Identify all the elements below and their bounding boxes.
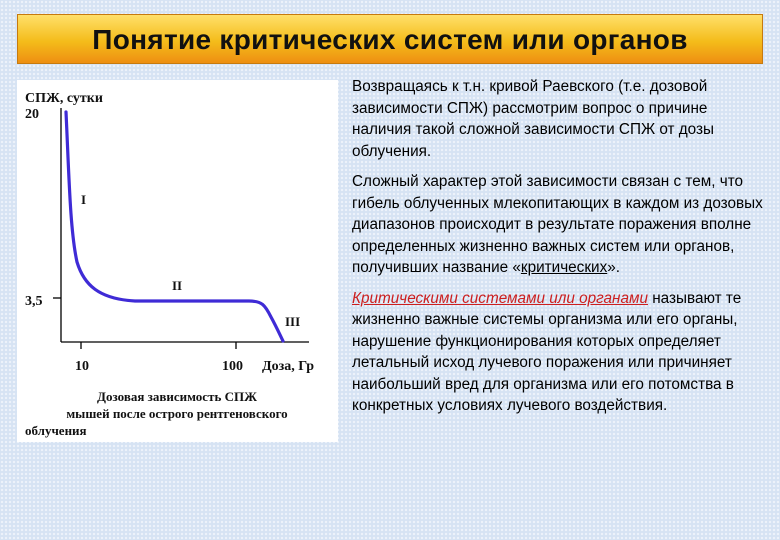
caption-line-1: Дозовая зависимость СПЖ <box>97 389 257 404</box>
x-tick-100: 100 <box>222 359 243 374</box>
y-tick-3-5: 3,5 <box>25 294 43 309</box>
y-axis-label: СПЖ, сутки <box>25 91 103 106</box>
region-label-1: I <box>81 192 87 207</box>
paragraph-3 <box>352 288 764 417</box>
region-label-3: III <box>285 314 301 329</box>
caption-line-3: облучения <box>25 423 87 438</box>
paragraph-2-end: ». <box>607 259 620 276</box>
definition-highlight: Критическими системами или органами <box>352 289 648 307</box>
x-tick-10: 10 <box>75 359 89 374</box>
x-axis-label: Доза, Гр <box>262 359 315 374</box>
paragraph-2 <box>352 171 764 279</box>
dose-response-chart <box>17 80 338 442</box>
region-label-2: II <box>172 278 183 293</box>
body-text <box>352 76 764 426</box>
dose-response-figure <box>17 80 338 442</box>
paragraph-1: Возвращаясь к т.н. кривой Раевского (т.е. дозовой зависимости СПЖ) рассмотрим вопрос о причине наличия такой сложной зависимости СПЖ от дозы облучения. <box>352 78 715 160</box>
slide-title: Понятие критических систем или органов <box>92 24 688 55</box>
title-bar <box>17 14 763 64</box>
paragraph-2-text: Сложный характер этой зависимости связан с тем, что гибель облученных млекопитающих в каждом из дозовых диапазонов происходит в результате поражения вполне определенных жизненно важных систем или органов, получивших название « <box>352 173 763 276</box>
caption-line-2: мышей после острого рентгеновского <box>66 406 288 421</box>
survival-curve <box>66 112 283 341</box>
y-tick-20: 20 <box>25 107 39 122</box>
critical-term: критических <box>520 259 608 276</box>
paragraph-3-text: называют те жизненно важные системы организма или его органы, нарушение функционирования которых определяет летальный исход лучевого поражения или причиняет наибольший вред для организма или его потомства в конкретных условиях лучевого воздействия. <box>352 289 742 414</box>
